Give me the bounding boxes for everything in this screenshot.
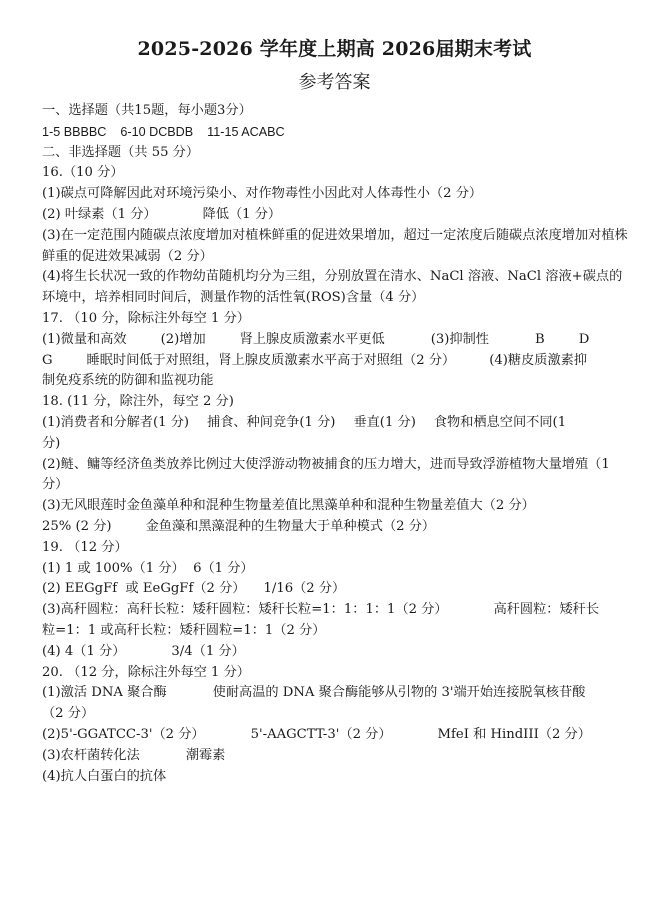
q16-part4: (4)将生长状况一致的作物幼苗随机均分为三组，分别放置在清水、NaCl 溶液、NaCl 溶液+碳点的环境中，培养相同时间后，测量作物的活性氧(ROS)含量（4 分） xyxy=(42,269,623,306)
q20-part1-line2: （2 分） xyxy=(42,706,95,722)
choice-answers: 1-5 BBBBC 6-10 DCBDB 11-15 ACABC xyxy=(42,124,285,139)
q19-part3 xyxy=(42,600,632,621)
q20-part3 xyxy=(42,746,632,767)
q19-part3-b: 高秆圆粒：矮秆长 xyxy=(493,602,600,618)
q18-line1 xyxy=(42,413,632,434)
q18-part1-b: 捕食、种间竞争(1 分) xyxy=(207,414,336,430)
q17-part2: (2)增加 xyxy=(160,331,206,347)
q20-part4: (4)抗人白蛋白的抗体 xyxy=(42,768,167,784)
section2-heading: 二、非选择题（共 55 分） xyxy=(42,144,200,160)
q18-part3-conclusion: 金鱼藻和黑藻混种的生物量大于单种模式（2 分） xyxy=(145,518,436,534)
q20-part2-c: MfeI 和 HindIII（2 分） xyxy=(437,726,591,742)
q18-part1-a: (1)消费者和分解者(1 分) xyxy=(42,414,190,430)
q19-part3-a: (3)高秆圆粒：高秆长粒：矮秆圆粒：矮秆长粒=1：1：1：1（2 分） xyxy=(42,602,448,618)
q20-part2 xyxy=(42,725,632,746)
q17-line1 xyxy=(42,330,632,351)
q20-part2-a: (2)5'-GGATCC-3'（2 分） xyxy=(42,726,205,742)
q18-part1-d: 食物和栖息空间不同(1 xyxy=(433,414,567,430)
q17-part4: (4)糖皮质激素抑 xyxy=(489,352,588,368)
answer-body xyxy=(42,101,632,787)
q17-part3-g: G xyxy=(42,352,53,368)
q20-part3-b: 潮霉素 xyxy=(185,747,226,763)
q17-part1: (1)微量和高效 xyxy=(42,331,127,347)
q19-part1: (1) 1 或 100%（1 分） 6（1 分） xyxy=(42,560,254,576)
q20-heading: 20. （12 分，除标注外每空 1 分） xyxy=(42,664,250,680)
q17-line3: 制免疫系统的防御和监视功能 xyxy=(42,373,214,389)
q19-part4-b: 3/4（1 分） xyxy=(171,643,245,659)
q17-part3-c: 睡眠时间低于对照组，肾上腺皮质激素水平高于对照组（2 分） xyxy=(86,352,456,368)
q18-part3: (3)无风眼莲时金鱼藻单种和混种生物量差值比黑藻单种和混种生物量差值大（2 分） xyxy=(42,498,535,514)
q19-heading: 19. （12 分） xyxy=(42,539,128,555)
section1-heading: 一、选择题（共15题，每小题3分） xyxy=(42,103,252,118)
q18-part1-c: 垂直(1 分) xyxy=(353,414,416,430)
q20-part3-a: (3)农杆菌转化法 xyxy=(42,747,140,763)
q17-part3: (3)抑制性 xyxy=(430,331,489,347)
q18-heading: 18. (11 分，除注外，每空 2 分) xyxy=(42,394,234,410)
q17-line2 xyxy=(42,351,632,372)
q17-part3-b: B xyxy=(535,331,545,347)
q20-part1 xyxy=(42,683,632,704)
q17-heading: 17. （10 分，除标注外每空 1 分） xyxy=(42,310,250,326)
q18-line2: 分) xyxy=(42,435,61,451)
q18-part3-percent: 25% (2 分) xyxy=(42,518,112,534)
q16-part3: (3)在一定范围内随碳点浓度增加对植株鲜重的促进效果增加，超过一定浓度后随碳点浓度增加对植株鲜重的促进效果减弱（2 分） xyxy=(42,227,628,264)
page-subtitle: 参考答案 xyxy=(298,72,371,93)
page-title: 2025-2026 学年度上期高 2026届期末考试 xyxy=(137,38,532,60)
q20-part1-a: (1)激活 DNA 聚合酶 xyxy=(42,685,167,701)
q16-part2-b: 降低（1 分） xyxy=(202,206,282,222)
q18-part3-line2 xyxy=(42,517,632,538)
q18-part2: (2)鲢、鳙等经济鱼类放养比例过大使浮游动物被捕食的压力增大，进而导致浮游植物大量增殖（1 分） xyxy=(42,456,610,493)
q16-part1: (1)碳点可降解因此对环境污染小、对作物毒性小因此对人体毒性小（2 分） xyxy=(42,186,483,202)
q20-part2-b: 5'-AAGCTT-3'（2 分） xyxy=(250,726,392,742)
q16-part2 xyxy=(42,205,632,226)
q19-part4 xyxy=(42,642,632,663)
q19-part2-a: (2) EEGgFf 或 EeGgFf（2 分） xyxy=(42,581,246,597)
q19-part2 xyxy=(42,579,632,600)
q17-part2-b: 肾上腺皮质激素水平更低 xyxy=(239,331,385,347)
q16-part2-a: (2) 叶绿素（1 分） xyxy=(42,206,157,222)
q19-part3-line2: 粒=1：1 或高秆长粒：矮秆圆粒=1：1（2 分） xyxy=(42,622,326,638)
q20-part1-b: 使耐高温的 DNA 聚合酶能够从引物的 3'端开始连接脱氧核苷酸 xyxy=(212,685,586,701)
q19-part2-b: 1/16（2 分） xyxy=(263,581,346,597)
q16-heading: 16.（10 分） xyxy=(42,165,124,181)
q17-part3-d: D xyxy=(578,331,590,347)
q19-part4-a: (4) 4（1 分） xyxy=(42,643,126,659)
